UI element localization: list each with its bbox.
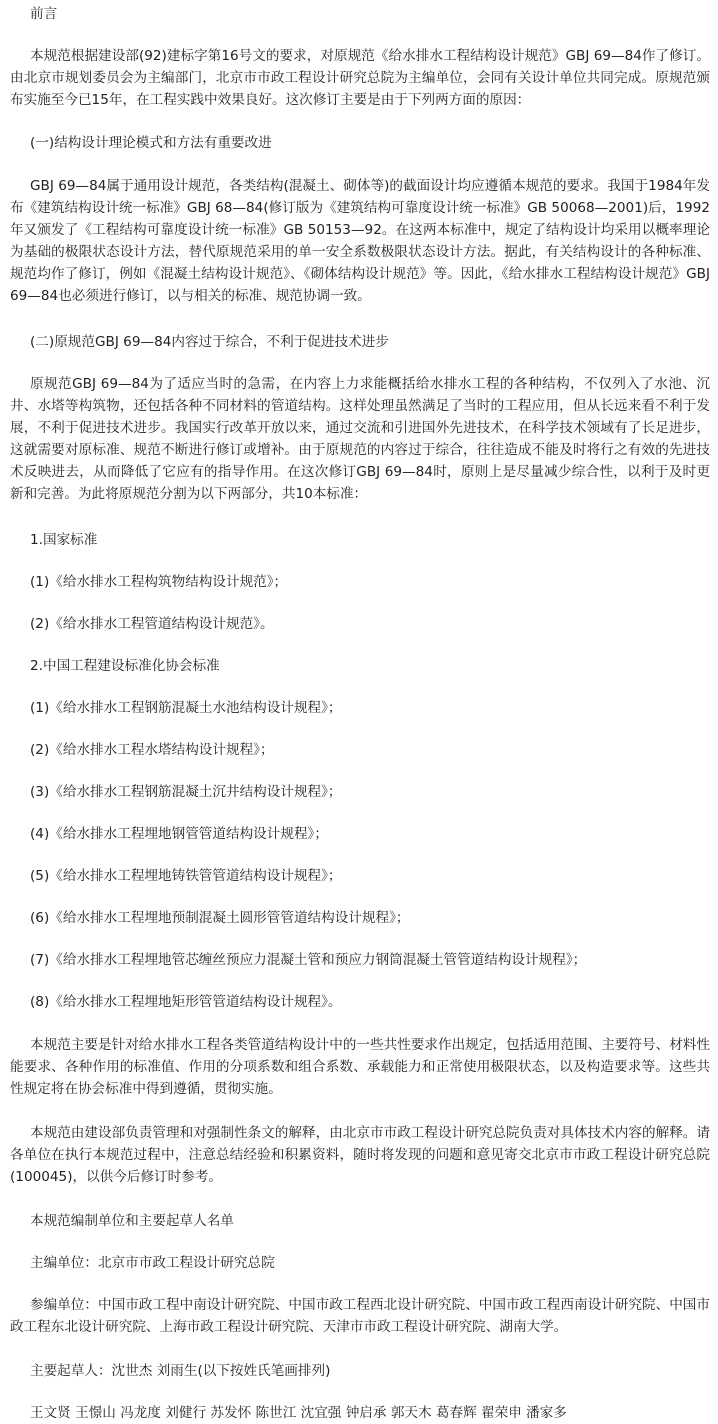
list-item: (6)《给水排水工程埋地预制混凝土圆形管管道结构设计规程》； xyxy=(30,910,410,926)
participating-units: 参编单位：中国市政工程中南设计研究院、中国市政工程西北设计研究院、中国市政工程西南设计研究院、中国市政工程东北设计研究院、上海市政工程设计研究院、天津市市政工程设计研究院、湖南大学。 xyxy=(10,1297,710,1335)
paragraph-scope: 本规范主要是针对给水排水工程各类管道结构设计中的一些共性要求作出规定，包括适用范围、主要符号、材料性能要求、各种作用的标准值、作用的分项系数和组合系数、承载能力和正常使用极限状态，以及构造要求等。这些共性规定将在协会标准中得到遵循，贯彻实施。 xyxy=(10,1037,710,1097)
list-item: (2)《给水排水工程水塔结构设计规程》； xyxy=(30,742,274,758)
main-drafters: 主要起草人：沈世杰 刘雨生(以下按姓氏笔画排列) xyxy=(30,1363,331,1379)
paragraph-management: 本规范由建设部负责管理和对强制性条文的解释，由北京市市政工程设计研究总院负责对具体技术内容的解释。请各单位在执行本规范过程中，注意总结经验和积累资料，随时将发现的问题和意见寄交北京市市政工程设计研究总院(100045)，以供今后修订时参考。 xyxy=(10,1125,710,1185)
list-item: (1)《给水排水工程钢筋混凝土水池结构设计规程》； xyxy=(30,700,342,716)
drafters-list: 王文贤 王憬山 冯龙度 刘健行 苏发怀 陈世江 沈宜强 钟启承 郭天木 葛春辉 翟荣申 潘家多 xyxy=(30,1405,567,1421)
list-heading-association: 2.中国工程建设标准化协会标准 xyxy=(30,658,220,674)
preface-heading: 前言 xyxy=(30,6,58,22)
list-item: (3)《给水排水工程钢筋混凝土沉井结构设计规程》； xyxy=(30,784,342,800)
list-item: (4)《给水排水工程埋地钢管管道结构设计规程》； xyxy=(30,826,328,842)
list-item: (2)《给水排水工程管道结构设计规范》。 xyxy=(30,616,274,632)
list-item: (5)《给水排水工程埋地铸铁管管道结构设计规程》； xyxy=(30,868,342,884)
list-item: (7)《给水排水工程埋地管芯缠丝预应力混凝土管和预应力钢筒混凝土管管道结构设计规程》； xyxy=(30,952,587,968)
paragraph-section-2: 原规范GBJ 69—84为了适应当时的急需，在内容上力求能概括给水排水工程的各种结构，不仅列入了水池、沉井、水塔等构筑物，还包括各种不同材料的管道结构。这样处理虽然满足了当时的工程应用，但从长远来看不利于发展，不利于促进技术进步。我国实行改革开放以来，通过交流和引进国外先进技术，在科学技术领域有了长足进步，这就需要对原标准、规范不断进行修订或增补。由于原规范的内容过于综合，往往造成不能及时将行之有效的先进技术反映进去，从而降低了它应有的指导作用。在这次修订GBJ 69—84时，原则上是尽量减少综合性，以利于及时更新和完善。为此将原规范分割为以下两部分，共10本标准： xyxy=(10,376,710,502)
list-item: (1)《给水排水工程构筑物结构设计规范》； xyxy=(30,574,288,590)
paragraph-intro: 本规范根据建设部(92)建标字第16号文的要求，对原规范《给水排水工程结构设计规范》GBJ 69—84作了修订。由北京市规划委员会为主编部门，北京市市政工程设计研究总院为主编单位，会同有关设计单位共同完成。原规范颁布实施至今已15年，在工程实践中效果良好。这次修订主要是由于下列两方面的原因： xyxy=(10,48,710,108)
list-item: (8)《给水排水工程埋地矩形管管道结构设计规程》。 xyxy=(30,994,342,1010)
paragraph-section-1: GBJ 69—84属于通用设计规范，各类结构(混凝土、砌体等)的截面设计均应遵循本规范的要求。我国于1984年发布《建筑结构设计统一标准》GBJ 68—84(修订版为《建筑结构可靠度设计统一标准》GB 50068—2001)后，1992年又颁发了《工程结构可靠度设计统一标准》GB 50153—92。在这两本标准中，规定了结构设计均采用以概率理论为基础的极限状态设计方法，替代原规范采用的单一安全系数极限状态设计方法。据此，有关结构设计的各种标准、规范均作了修订，例如《混凝土结构设计规范》、《砌体结构设计规范》等。因此，《给水排水工程结构设计规范》GBJ 69—84也必须进行修订，以与相关的标准、规范协调一致。 xyxy=(10,178,710,304)
section-heading-2: (二)原规范GBJ 69—84内容过于综合，不利于促进技术进步 xyxy=(30,334,389,350)
drafters-heading: 本规范编制单位和主要起草人名单 xyxy=(30,1213,234,1229)
list-heading-national: 1.国家标准 xyxy=(30,532,98,548)
section-heading-1: (一)结构设计理论模式和方法有重要改进 xyxy=(30,135,272,151)
chief-editor-unit: 主编单位：北京市市政工程设计研究总院 xyxy=(30,1255,275,1271)
